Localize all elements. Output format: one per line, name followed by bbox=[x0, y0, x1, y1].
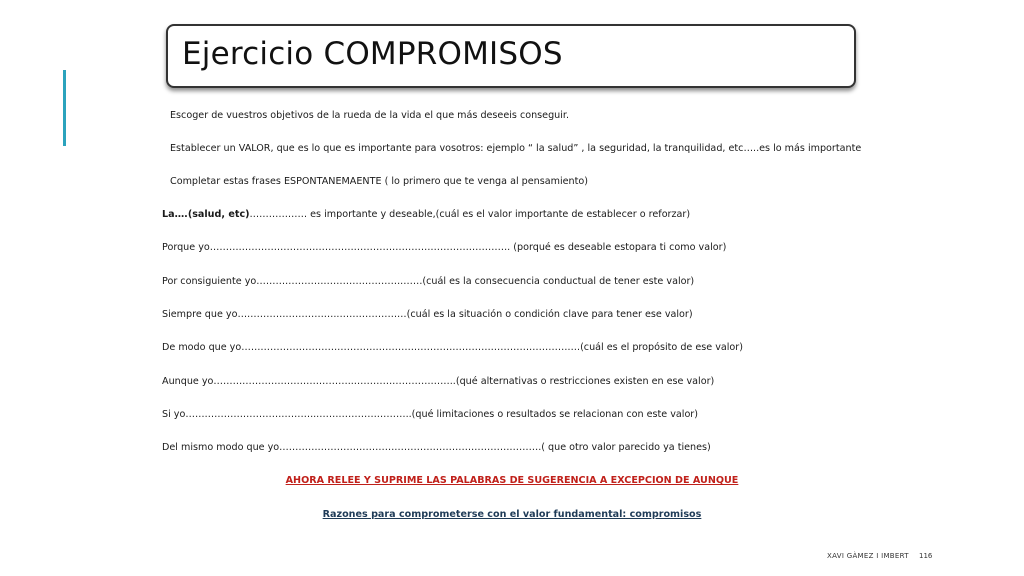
intro-line-1: Escoger de vuestros objetivos de la rueda de la vida el que más deseeis conseguir. bbox=[170, 110, 570, 121]
page-number: 116 bbox=[919, 552, 933, 560]
intro-line-3: Completar estas frases ESPONTANEMAENTE ( lo primero que te venga al pensamiento) bbox=[170, 176, 588, 187]
phrase-line-4: Siempre que yo…………………………..…………………(cuál es la situación o condición clave para tener ese valor) bbox=[162, 309, 693, 320]
subtitle-text: Razones para comprometerse con el valor fundamental: compromisos bbox=[322, 509, 702, 520]
phrase-1-bold: La….(salud, etc) bbox=[162, 209, 250, 220]
phrase-line-2: Porque yo…………………………………………………………………………………. (porqué es deseable estopara ti como valor) bbox=[162, 242, 727, 253]
phrase-1-rest: ……………… es importante y deseable,(cuál es el valor importante de establecer o reforzar) bbox=[249, 209, 691, 220]
phrase-line-7: Si yo…………………………………...………………………..(qué limitaciones o resultados se relacionan con este valor) bbox=[162, 409, 698, 420]
slide-title: Ejercicio COMPROMISOS bbox=[182, 36, 563, 72]
footer-author: XAVI GÀMEZ I IMBERT bbox=[827, 552, 909, 560]
instruction-text: AHORA RELEE Y SUPRIME LAS PALABRAS DE SUGERENCIA A EXCEPCION DE AUNQUE bbox=[285, 475, 739, 486]
phrase-line-8: Del mismo modo que yo……………………………………………………………………….( que otro valor parecido ya tienes) bbox=[162, 442, 711, 453]
phrase-line-3: Por consiguiente yo……………………………………….……(cuál es la consecuencia conductual de tener este valor) bbox=[162, 276, 695, 287]
phrase-line-6: Aunque yo……………………………………..…………………………..(qué alternativas o restricciones existen en ese valor) bbox=[162, 376, 715, 387]
phrase-line-1 bbox=[162, 209, 690, 221]
intro-line-2: Establecer un VALOR, que es lo que es importante para vosotros: ejemplo “ la salud” , la seguridad, la tranquilidad, etc…..es lo más importante bbox=[170, 143, 862, 154]
phrase-line-5: De modo que yo…………………………………………………………………………………………….(cuál es el propósito de ese valor) bbox=[162, 342, 743, 353]
